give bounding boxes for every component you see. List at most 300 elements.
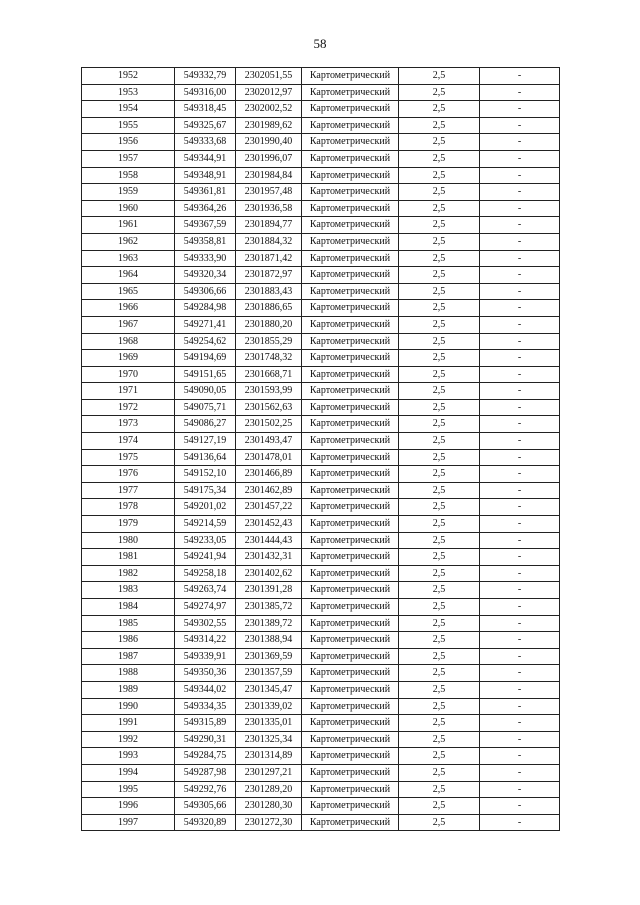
point-number-cell: 1985 <box>82 615 175 632</box>
accuracy-cell: 2,5 <box>399 681 480 698</box>
method-cell: Картометрический <box>302 516 399 533</box>
accuracy-cell: 2,5 <box>399 715 480 732</box>
accuracy-cell: 2,5 <box>399 648 480 665</box>
accuracy-cell: 2,5 <box>399 582 480 599</box>
accuracy-cell: 2,5 <box>399 84 480 101</box>
y-coordinate-cell: 2301936,58 <box>236 200 302 217</box>
y-coordinate-cell: 2301314,89 <box>236 748 302 765</box>
description-cell: - <box>480 516 560 533</box>
x-coordinate-cell: 549348,91 <box>175 167 236 184</box>
point-number-cell: 1972 <box>82 399 175 416</box>
y-coordinate-cell: 2301894,77 <box>236 217 302 234</box>
point-number-cell: 1996 <box>82 798 175 815</box>
description-cell: - <box>480 267 560 284</box>
x-coordinate-cell: 549350,36 <box>175 665 236 682</box>
accuracy-cell: 2,5 <box>399 764 480 781</box>
table-row <box>82 549 560 566</box>
point-number-cell: 1953 <box>82 84 175 101</box>
accuracy-cell: 2,5 <box>399 383 480 400</box>
point-number-cell: 1991 <box>82 715 175 732</box>
point-number-cell: 1976 <box>82 466 175 483</box>
accuracy-cell: 2,5 <box>399 632 480 649</box>
y-coordinate-cell: 2301984,84 <box>236 167 302 184</box>
x-coordinate-cell: 549306,66 <box>175 283 236 300</box>
method-cell: Картометрический <box>302 482 399 499</box>
description-cell: - <box>480 748 560 765</box>
accuracy-cell: 2,5 <box>399 781 480 798</box>
table-row <box>82 84 560 101</box>
accuracy-cell: 2,5 <box>399 814 480 831</box>
description-cell: - <box>480 715 560 732</box>
accuracy-cell: 2,5 <box>399 134 480 151</box>
x-coordinate-cell: 549364,26 <box>175 200 236 217</box>
y-coordinate-cell: 2301280,30 <box>236 798 302 815</box>
description-cell: - <box>480 681 560 698</box>
x-coordinate-cell: 549333,68 <box>175 134 236 151</box>
point-number-cell: 1988 <box>82 665 175 682</box>
method-cell: Картометрический <box>302 184 399 201</box>
x-coordinate-cell: 549315,89 <box>175 715 236 732</box>
method-cell: Картометрический <box>302 350 399 367</box>
accuracy-cell: 2,5 <box>399 599 480 616</box>
point-number-cell: 1980 <box>82 532 175 549</box>
accuracy-cell: 2,5 <box>399 233 480 250</box>
y-coordinate-cell: 2301884,32 <box>236 233 302 250</box>
point-number-cell: 1960 <box>82 200 175 217</box>
x-coordinate-cell: 549152,10 <box>175 466 236 483</box>
accuracy-cell: 2,5 <box>399 267 480 284</box>
y-coordinate-cell: 2301996,07 <box>236 150 302 167</box>
y-coordinate-cell: 2301391,28 <box>236 582 302 599</box>
point-number-cell: 1967 <box>82 316 175 333</box>
description-cell: - <box>480 300 560 317</box>
point-number-cell: 1969 <box>82 350 175 367</box>
x-coordinate-cell: 549318,45 <box>175 101 236 118</box>
accuracy-cell: 2,5 <box>399 731 480 748</box>
method-cell: Картометрический <box>302 383 399 400</box>
x-coordinate-cell: 549320,89 <box>175 814 236 831</box>
y-coordinate-cell: 2301880,20 <box>236 316 302 333</box>
table-row <box>82 300 560 317</box>
x-coordinate-cell: 549367,59 <box>175 217 236 234</box>
accuracy-cell: 2,5 <box>399 615 480 632</box>
table-row <box>82 814 560 831</box>
x-coordinate-cell: 549284,75 <box>175 748 236 765</box>
description-cell: - <box>480 84 560 101</box>
table-row <box>82 250 560 267</box>
y-coordinate-cell: 2301872,97 <box>236 267 302 284</box>
point-number-cell: 1977 <box>82 482 175 499</box>
method-cell: Картометрический <box>302 217 399 234</box>
x-coordinate-cell: 549274,97 <box>175 599 236 616</box>
accuracy-cell: 2,5 <box>399 333 480 350</box>
method-cell: Картометрический <box>302 267 399 284</box>
table-row <box>82 516 560 533</box>
method-cell: Картометрический <box>302 731 399 748</box>
accuracy-cell: 2,5 <box>399 150 480 167</box>
method-cell: Картометрический <box>302 399 399 416</box>
x-coordinate-cell: 549290,31 <box>175 731 236 748</box>
x-coordinate-cell: 549302,55 <box>175 615 236 632</box>
description-cell: - <box>480 549 560 566</box>
method-cell: Картометрический <box>302 681 399 698</box>
point-number-cell: 1990 <box>82 698 175 715</box>
x-coordinate-cell: 549151,65 <box>175 366 236 383</box>
accuracy-cell: 2,5 <box>399 499 480 516</box>
description-cell: - <box>480 150 560 167</box>
method-cell: Картометрический <box>302 698 399 715</box>
description-cell: - <box>480 781 560 798</box>
point-number-cell: 1964 <box>82 267 175 284</box>
description-cell: - <box>480 433 560 450</box>
point-number-cell: 1987 <box>82 648 175 665</box>
point-number-cell: 1966 <box>82 300 175 317</box>
table-row <box>82 366 560 383</box>
y-coordinate-cell: 2301478,01 <box>236 449 302 466</box>
y-coordinate-cell: 2301502,25 <box>236 416 302 433</box>
table-row <box>82 283 560 300</box>
y-coordinate-cell: 2301385,72 <box>236 599 302 616</box>
accuracy-cell: 2,5 <box>399 117 480 134</box>
accuracy-cell: 2,5 <box>399 748 480 765</box>
accuracy-cell: 2,5 <box>399 217 480 234</box>
page-number: 58 <box>313 36 327 51</box>
accuracy-cell: 2,5 <box>399 433 480 450</box>
point-number-cell: 1956 <box>82 134 175 151</box>
table-row <box>82 532 560 549</box>
y-coordinate-cell: 2301357,59 <box>236 665 302 682</box>
table-row <box>82 150 560 167</box>
y-coordinate-cell: 2302051,55 <box>236 68 302 85</box>
method-cell: Картометрический <box>302 333 399 350</box>
y-coordinate-cell: 2301883,43 <box>236 283 302 300</box>
point-number-cell: 1963 <box>82 250 175 267</box>
description-cell: - <box>480 665 560 682</box>
method-cell: Картометрический <box>302 764 399 781</box>
point-number-cell: 1959 <box>82 184 175 201</box>
x-coordinate-cell: 549344,02 <box>175 681 236 698</box>
accuracy-cell: 2,5 <box>399 68 480 85</box>
x-coordinate-cell: 549233,05 <box>175 532 236 549</box>
description-cell: - <box>480 366 560 383</box>
table-row <box>82 217 560 234</box>
accuracy-cell: 2,5 <box>399 466 480 483</box>
accuracy-cell: 2,5 <box>399 549 480 566</box>
x-coordinate-cell: 549271,41 <box>175 316 236 333</box>
table-row <box>82 632 560 649</box>
description-cell: - <box>480 731 560 748</box>
description-cell: - <box>480 632 560 649</box>
point-number-cell: 1962 <box>82 233 175 250</box>
table-row <box>82 68 560 85</box>
table-row <box>82 748 560 765</box>
y-coordinate-cell: 2301444,43 <box>236 532 302 549</box>
description-cell: - <box>480 200 560 217</box>
coordinates-table <box>81 67 560 831</box>
table-row <box>82 350 560 367</box>
method-cell: Картометрический <box>302 781 399 798</box>
description-cell: - <box>480 399 560 416</box>
method-cell: Картометрический <box>302 101 399 118</box>
table-body <box>82 68 560 831</box>
y-coordinate-cell: 2301593,99 <box>236 383 302 400</box>
y-coordinate-cell: 2301272,30 <box>236 814 302 831</box>
table-row <box>82 200 560 217</box>
table-row <box>82 715 560 732</box>
table-row <box>82 117 560 134</box>
accuracy-cell: 2,5 <box>399 316 480 333</box>
point-number-cell: 1975 <box>82 449 175 466</box>
method-cell: Картометрический <box>302 84 399 101</box>
description-cell: - <box>480 416 560 433</box>
method-cell: Картометрический <box>302 134 399 151</box>
accuracy-cell: 2,5 <box>399 300 480 317</box>
y-coordinate-cell: 2301432,31 <box>236 549 302 566</box>
method-cell: Картометрический <box>302 449 399 466</box>
method-cell: Картометрический <box>302 499 399 516</box>
accuracy-cell: 2,5 <box>399 798 480 815</box>
method-cell: Картометрический <box>302 433 399 450</box>
table-row <box>82 764 560 781</box>
x-coordinate-cell: 549292,76 <box>175 781 236 798</box>
table-row <box>82 134 560 151</box>
x-coordinate-cell: 549090,05 <box>175 383 236 400</box>
method-cell: Картометрический <box>302 167 399 184</box>
description-cell: - <box>480 466 560 483</box>
point-number-cell: 1979 <box>82 516 175 533</box>
accuracy-cell: 2,5 <box>399 399 480 416</box>
x-coordinate-cell: 549201,02 <box>175 499 236 516</box>
description-cell: - <box>480 333 560 350</box>
method-cell: Картометрический <box>302 549 399 566</box>
description-cell: - <box>480 615 560 632</box>
accuracy-cell: 2,5 <box>399 416 480 433</box>
x-coordinate-cell: 549175,34 <box>175 482 236 499</box>
description-cell: - <box>480 250 560 267</box>
method-cell: Картометрический <box>302 632 399 649</box>
method-cell: Картометрический <box>302 250 399 267</box>
method-cell: Картометрический <box>302 798 399 815</box>
table-row <box>82 466 560 483</box>
point-number-cell: 1952 <box>82 68 175 85</box>
description-cell: - <box>480 482 560 499</box>
point-number-cell: 1957 <box>82 150 175 167</box>
method-cell: Картометрический <box>302 316 399 333</box>
y-coordinate-cell: 2301989,62 <box>236 117 302 134</box>
point-number-cell: 1994 <box>82 764 175 781</box>
point-number-cell: 1997 <box>82 814 175 831</box>
y-coordinate-cell: 2302012,97 <box>236 84 302 101</box>
description-cell: - <box>480 134 560 151</box>
x-coordinate-cell: 549254,62 <box>175 333 236 350</box>
x-coordinate-cell: 549358,81 <box>175 233 236 250</box>
x-coordinate-cell: 549339,91 <box>175 648 236 665</box>
x-coordinate-cell: 549361,81 <box>175 184 236 201</box>
accuracy-cell: 2,5 <box>399 482 480 499</box>
method-cell: Картометрический <box>302 748 399 765</box>
y-coordinate-cell: 2301748,32 <box>236 350 302 367</box>
description-cell: - <box>480 798 560 815</box>
description-cell: - <box>480 233 560 250</box>
y-coordinate-cell: 2301369,59 <box>236 648 302 665</box>
method-cell: Картометрический <box>302 532 399 549</box>
accuracy-cell: 2,5 <box>399 184 480 201</box>
x-coordinate-cell: 549344,91 <box>175 150 236 167</box>
description-cell: - <box>480 449 560 466</box>
point-number-cell: 1971 <box>82 383 175 400</box>
point-number-cell: 1958 <box>82 167 175 184</box>
y-coordinate-cell: 2301297,21 <box>236 764 302 781</box>
x-coordinate-cell: 549127,19 <box>175 433 236 450</box>
accuracy-cell: 2,5 <box>399 250 480 267</box>
description-cell: - <box>480 167 560 184</box>
point-number-cell: 1986 <box>82 632 175 649</box>
table-row <box>82 615 560 632</box>
x-coordinate-cell: 549316,00 <box>175 84 236 101</box>
description-cell: - <box>480 532 560 549</box>
description-cell: - <box>480 316 560 333</box>
table-row <box>82 648 560 665</box>
x-coordinate-cell: 549214,59 <box>175 516 236 533</box>
table-row <box>82 599 560 616</box>
y-coordinate-cell: 2301389,72 <box>236 615 302 632</box>
x-coordinate-cell: 549314,22 <box>175 632 236 649</box>
method-cell: Картометрический <box>302 68 399 85</box>
x-coordinate-cell: 549136,64 <box>175 449 236 466</box>
table-row <box>82 582 560 599</box>
accuracy-cell: 2,5 <box>399 665 480 682</box>
x-coordinate-cell: 549332,79 <box>175 68 236 85</box>
table-row <box>82 333 560 350</box>
accuracy-cell: 2,5 <box>399 516 480 533</box>
y-coordinate-cell: 2301886,65 <box>236 300 302 317</box>
x-coordinate-cell: 549320,34 <box>175 267 236 284</box>
table-row <box>82 698 560 715</box>
y-coordinate-cell: 2301289,20 <box>236 781 302 798</box>
x-coordinate-cell: 549075,71 <box>175 399 236 416</box>
accuracy-cell: 2,5 <box>399 200 480 217</box>
table-row <box>82 665 560 682</box>
method-cell: Картометрический <box>302 615 399 632</box>
method-cell: Картометрический <box>302 715 399 732</box>
y-coordinate-cell: 2301345,47 <box>236 681 302 698</box>
x-coordinate-cell: 549086,27 <box>175 416 236 433</box>
x-coordinate-cell: 549287,98 <box>175 764 236 781</box>
y-coordinate-cell: 2301335,01 <box>236 715 302 732</box>
point-number-cell: 1965 <box>82 283 175 300</box>
method-cell: Картометрический <box>302 300 399 317</box>
description-cell: - <box>480 648 560 665</box>
description-cell: - <box>480 599 560 616</box>
y-coordinate-cell: 2301462,89 <box>236 482 302 499</box>
point-number-cell: 1978 <box>82 499 175 516</box>
accuracy-cell: 2,5 <box>399 449 480 466</box>
method-cell: Картометрический <box>302 117 399 134</box>
description-cell: - <box>480 283 560 300</box>
table-row <box>82 565 560 582</box>
y-coordinate-cell: 2301957,48 <box>236 184 302 201</box>
description-cell: - <box>480 217 560 234</box>
table-row <box>82 798 560 815</box>
x-coordinate-cell: 549258,18 <box>175 565 236 582</box>
y-coordinate-cell: 2301452,43 <box>236 516 302 533</box>
method-cell: Картометрический <box>302 466 399 483</box>
accuracy-cell: 2,5 <box>399 350 480 367</box>
x-coordinate-cell: 549334,35 <box>175 698 236 715</box>
point-number-cell: 1992 <box>82 731 175 748</box>
x-coordinate-cell: 549333,90 <box>175 250 236 267</box>
method-cell: Картометрический <box>302 233 399 250</box>
table-row <box>82 781 560 798</box>
accuracy-cell: 2,5 <box>399 366 480 383</box>
description-cell: - <box>480 814 560 831</box>
y-coordinate-cell: 2301339,02 <box>236 698 302 715</box>
y-coordinate-cell: 2301457,22 <box>236 499 302 516</box>
method-cell: Картометрический <box>302 416 399 433</box>
table-row <box>82 449 560 466</box>
description-cell: - <box>480 101 560 118</box>
table-row <box>82 416 560 433</box>
description-cell: - <box>480 698 560 715</box>
table-row <box>82 499 560 516</box>
accuracy-cell: 2,5 <box>399 698 480 715</box>
y-coordinate-cell: 2301402,62 <box>236 565 302 582</box>
description-cell: - <box>480 117 560 134</box>
y-coordinate-cell: 2301668,71 <box>236 366 302 383</box>
method-cell: Картометрический <box>302 582 399 599</box>
table-row <box>82 482 560 499</box>
point-number-cell: 1968 <box>82 333 175 350</box>
y-coordinate-cell: 2301871,42 <box>236 250 302 267</box>
table-row <box>82 267 560 284</box>
accuracy-cell: 2,5 <box>399 101 480 118</box>
accuracy-cell: 2,5 <box>399 167 480 184</box>
table-row <box>82 184 560 201</box>
table-row <box>82 681 560 698</box>
point-number-cell: 1970 <box>82 366 175 383</box>
y-coordinate-cell: 2301325,34 <box>236 731 302 748</box>
y-coordinate-cell: 2301855,29 <box>236 333 302 350</box>
description-cell: - <box>480 764 560 781</box>
y-coordinate-cell: 2301388,94 <box>236 632 302 649</box>
y-coordinate-cell: 2301466,89 <box>236 466 302 483</box>
description-cell: - <box>480 383 560 400</box>
x-coordinate-cell: 549305,66 <box>175 798 236 815</box>
point-number-cell: 1974 <box>82 433 175 450</box>
table-row <box>82 167 560 184</box>
x-coordinate-cell: 549263,74 <box>175 582 236 599</box>
y-coordinate-cell: 2301990,40 <box>236 134 302 151</box>
point-number-cell: 1982 <box>82 565 175 582</box>
accuracy-cell: 2,5 <box>399 565 480 582</box>
table-row <box>82 433 560 450</box>
method-cell: Картометрический <box>302 366 399 383</box>
method-cell: Картометрический <box>302 150 399 167</box>
point-number-cell: 1973 <box>82 416 175 433</box>
point-number-cell: 1984 <box>82 599 175 616</box>
point-number-cell: 1981 <box>82 549 175 566</box>
x-coordinate-cell: 549325,67 <box>175 117 236 134</box>
x-coordinate-cell: 549194,69 <box>175 350 236 367</box>
accuracy-cell: 2,5 <box>399 532 480 549</box>
point-number-cell: 1989 <box>82 681 175 698</box>
table-row <box>82 233 560 250</box>
table-row <box>82 399 560 416</box>
point-number-cell: 1993 <box>82 748 175 765</box>
table-row <box>82 731 560 748</box>
description-cell: - <box>480 350 560 367</box>
point-number-cell: 1955 <box>82 117 175 134</box>
